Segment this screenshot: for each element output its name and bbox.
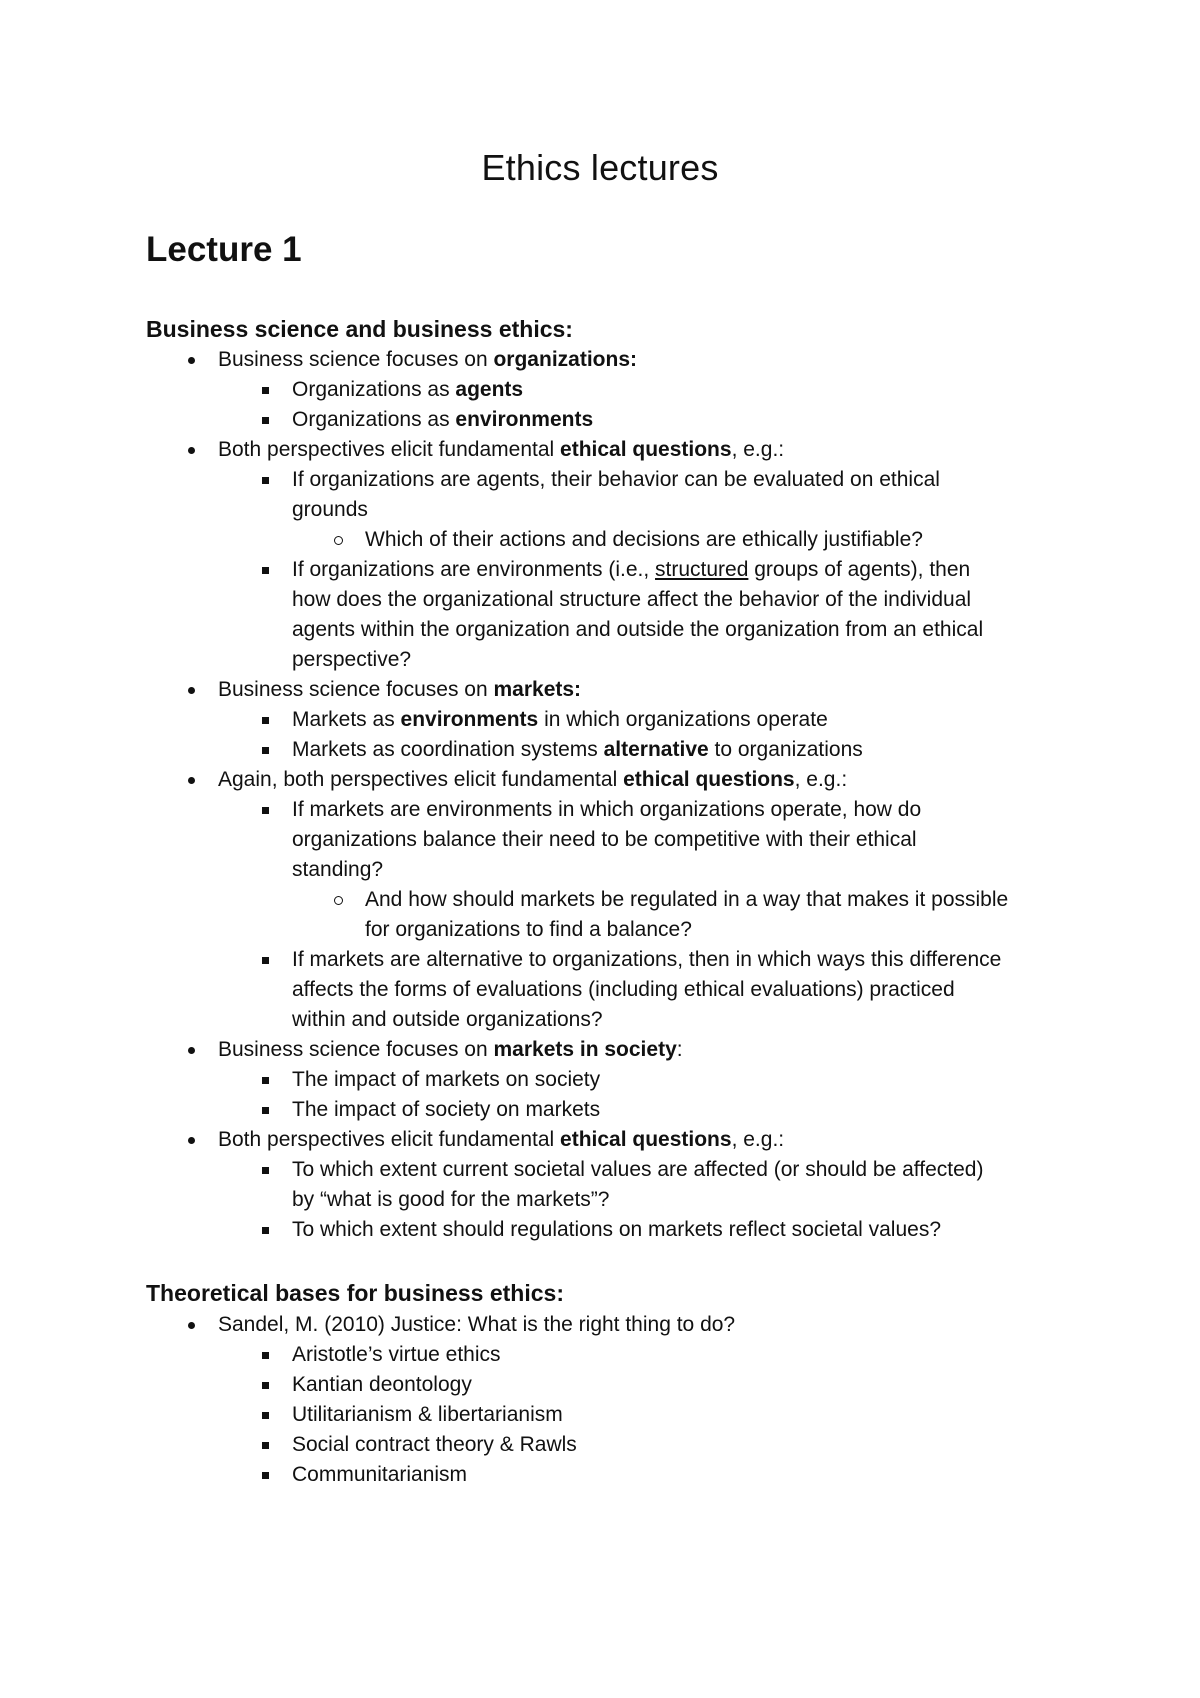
list-item: Business science focuses on organizations:: [218, 348, 637, 371]
square-bullet-icon: [255, 705, 275, 735]
list-item: Business science focuses on markets in society:: [218, 1038, 683, 1061]
list-item-text: Aristotle’s virtue ethics: [292, 1343, 501, 1366]
square-bullet-icon: [255, 465, 275, 495]
list-item-text: perspective?: [292, 648, 412, 671]
list-item-text: agents within the organization and outside the organization from an ethical: [292, 618, 984, 641]
square-bullet-icon: [255, 795, 275, 825]
section-heading-business-science: Business science and business ethics:: [146, 316, 573, 342]
list-item: Organizations as agents: [292, 378, 524, 401]
square-bullet-icon: [255, 1400, 275, 1430]
bullet-icon: [181, 1310, 201, 1340]
list-item-text: standing?: [292, 858, 384, 881]
document-title: Ethics lectures: [481, 147, 719, 188]
list-item-text: how does the organizational structure affect the behavior of the individual: [292, 588, 972, 611]
list-item-text: for organizations to find a balance?: [365, 918, 692, 941]
bullet-icon: [181, 1125, 201, 1155]
list-item: Both perspectives elicit fundamental ethical questions, e.g.:: [218, 1128, 785, 1151]
list-item: Markets as environments in which organizations operate: [292, 708, 828, 731]
bullet-icon: [181, 675, 201, 705]
square-bullet-icon: [255, 1460, 275, 1490]
list-item-text: organizations balance their need to be competitive with their ethical: [292, 828, 917, 851]
list-item: Both perspectives elicit fundamental ethical questions, e.g.:: [218, 438, 785, 461]
list-item-text: by “what is good for the markets”?: [292, 1188, 610, 1211]
list-item-text: If organizations are agents, their behavior can be evaluated on ethical: [292, 468, 940, 491]
square-bullet-icon: [255, 555, 275, 585]
square-bullet-icon: [255, 1215, 275, 1245]
list-item-text: And how should markets be regulated in a way that makes it possible: [365, 888, 1009, 911]
circle-bullet-icon: [328, 525, 348, 555]
list-item: Organizations as environments: [292, 408, 594, 431]
list-item-text: Which of their actions and decisions are ethically justifiable?: [365, 528, 923, 551]
list-item-text: Utilitarianism & libertarianism: [292, 1403, 563, 1426]
list-item: Again, both perspectives elicit fundamental ethical questions, e.g.:: [218, 768, 848, 791]
list-item-text: grounds: [292, 498, 368, 521]
square-bullet-icon: [255, 1340, 275, 1370]
list-item-text: Social contract theory & Rawls: [292, 1433, 577, 1456]
list-item-text: within and outside organizations?: [292, 1008, 603, 1031]
list-item-text: The impact of society on markets: [292, 1098, 601, 1121]
square-bullet-icon: [255, 735, 275, 765]
bullet-icon: [181, 1035, 201, 1065]
list-item-text: To which extent should regulations on markets reflect societal values?: [292, 1218, 942, 1241]
list-item-text: To which extent current societal values are affected (or should be affected): [292, 1158, 984, 1181]
list-item-text: Sandel, M. (2010) Justice: What is the right thing to do?: [218, 1313, 736, 1336]
bullet-icon: [181, 435, 201, 465]
list-item-text: The impact of markets on society: [292, 1068, 601, 1091]
list-item-text: Kantian deontology: [292, 1373, 472, 1396]
circle-bullet-icon: [328, 885, 348, 915]
square-bullet-icon: [255, 1155, 275, 1185]
list-item-text: If markets are alternative to organizations, then in which ways this difference: [292, 948, 1002, 971]
square-bullet-icon: [255, 405, 275, 435]
list-item-text: affects the forms of evaluations (including ethical evaluations) practiced: [292, 978, 955, 1001]
bullet-icon: [181, 345, 201, 375]
bullet-icon: [181, 765, 201, 795]
square-bullet-icon: [255, 1065, 275, 1095]
square-bullet-icon: [255, 1370, 275, 1400]
section-heading-theoretical-bases: Theoretical bases for business ethics:: [146, 1280, 564, 1306]
list-item-text: If organizations are environments (i.e., structured groups of agents), then: [292, 558, 971, 581]
lecture-heading: Lecture 1: [146, 230, 302, 269]
square-bullet-icon: [255, 375, 275, 405]
square-bullet-icon: [255, 1095, 275, 1125]
list-item: Business science focuses on markets:: [218, 678, 582, 701]
list-item: Markets as coordination systems alternative to organizations: [292, 738, 863, 761]
square-bullet-icon: [255, 1430, 275, 1460]
square-bullet-icon: [255, 945, 275, 975]
list-item-text: If markets are environments in which organizations operate, how do: [292, 798, 922, 821]
list-item-text: Communitarianism: [292, 1463, 468, 1486]
